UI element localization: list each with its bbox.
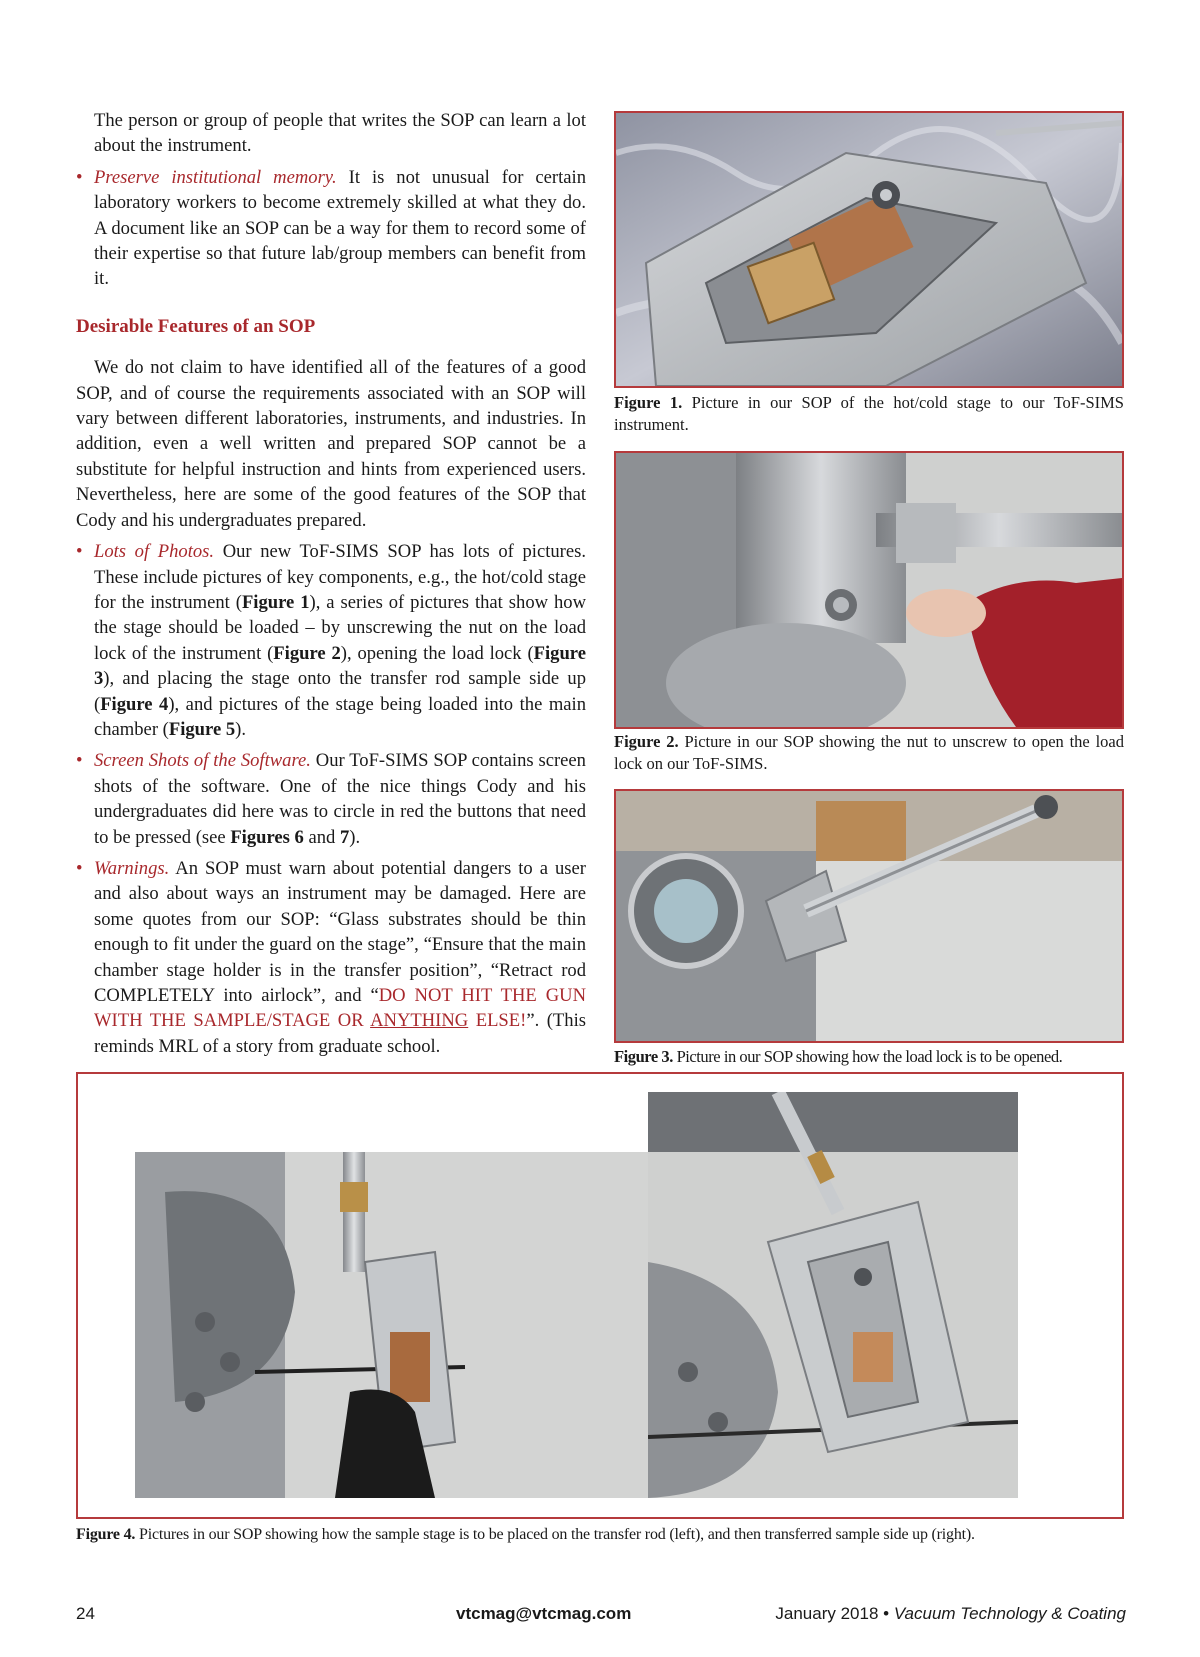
intro-paragraph: The person or group of people that writes the SOP can learn a lot about the instrument. <box>94 110 586 157</box>
bullet-text: ), and pictures of the stage being loaded into the main chamber ( <box>94 693 586 740</box>
transfer-rod-right-photo <box>648 1092 1018 1498</box>
bullet-title: Lots of Photos. <box>94 541 215 563</box>
page-number: 24 <box>76 1604 95 1623</box>
bullet-icon: • <box>76 750 83 772</box>
figure-ref: Figures 6 <box>230 826 304 848</box>
figure-ref: Figure 1 <box>241 591 310 613</box>
bullet-text: ), opening the load lock ( <box>340 642 534 664</box>
bullet-title: Warnings. <box>94 857 170 879</box>
bullet-lots-of-photos <box>76 539 586 742</box>
bullet-icon: • <box>76 857 83 879</box>
figure-ref: Figure 3 <box>94 642 586 690</box>
warning-quote: ELSE! <box>468 1010 527 1032</box>
bullet-text: ), and placing the stage onto the transfer rod sample side up ( <box>94 668 586 715</box>
figure-3-photo <box>614 789 1124 1043</box>
figure-3-caption <box>614 1046 1134 1068</box>
bullet-screen-shots <box>76 748 586 850</box>
figure-ref: 7 <box>339 826 350 848</box>
warning-quote: DO NOT HIT THE GUN WITH THE SAMPLE/STAGE OR <box>94 985 587 1032</box>
issue-date: January 2018 <box>775 1604 879 1623</box>
bullet-text: ). <box>349 826 361 848</box>
magazine-name: Vacuum Technology & Coating <box>893 1604 1126 1623</box>
caption-text: Picture in our SOP of the hot/cold stage to our ToF-SIMS instrument. <box>614 393 1124 434</box>
figure-label: Figure 4. <box>76 1526 136 1543</box>
bullet-text: ), a series of pictures that show how the stage should be loaded – by unscrewing the nut on the load lock of the instrument ( <box>94 591 586 664</box>
figure-2-photo <box>614 451 1124 729</box>
bullet-warnings <box>76 856 586 1059</box>
transfer-rod-left-photo <box>135 1152 655 1498</box>
figure-ref: Figure 2 <box>273 642 341 664</box>
bullet-icon: • <box>76 541 83 563</box>
bullet-text: It is not unusual for certain laboratory workers to become extremely skilled at what they do. A document like an SOP can be a way for them to record some of their expertise so that future lab/group members can benefit from it. <box>94 166 586 290</box>
bullet-text: Our new ToF-SIMS SOP has lots of pictures. These include pictures of key components, e.g., the hot/cold stage for the instrument ( <box>94 541 586 613</box>
load-lock-open-photo <box>616 791 1122 1041</box>
bullet-text: An SOP must warn about potential dangers to a user and also about ways an instrument may be damaged. Here are some quotes from our SOP: “Glass substrates should be thin enough to fit under the guard on the stage”, “Ensure that the main chamber stage holder is in the transfer position”, “Retract rod COMPLETELY into airlock”, and “ <box>94 857 586 1006</box>
bullet-text: and <box>303 826 340 848</box>
section-heading: Desirable Features of an SOP <box>76 315 316 337</box>
figure-4-caption <box>76 1524 1136 1546</box>
bullet-icon: • <box>76 166 83 188</box>
figure-label: Figure 3. <box>614 1047 673 1066</box>
bullet-text: ”. (This reminds MRL of a story from graduate school. <box>94 1010 586 1057</box>
bullet-title: Preserve institutional memory. <box>94 166 337 188</box>
caption-text: Picture in our SOP showing the nut to unscrew to open the load lock on our ToF-SIMS. <box>614 732 1124 773</box>
bullet-text: Our ToF-SIMS SOP contains screen shots of the software. One of the nice things Cody and his undergraduates did here was to circle in red the buttons that need to be pressed (see <box>94 750 586 848</box>
figure-ref: Figure 5 <box>168 718 236 740</box>
figure-2-caption <box>614 731 1124 775</box>
bullet-text: ). <box>235 718 246 740</box>
figure-label: Figure 1. <box>614 393 683 412</box>
warning-quote-underlined: ANYTHING <box>370 1010 469 1032</box>
figure-1-photo <box>614 111 1124 388</box>
left-text-column <box>76 108 586 1059</box>
figure-ref: Figure 4 <box>100 693 169 715</box>
bullet-institutional-memory <box>76 165 586 292</box>
footer-email: vtcmag@vtcmag.com <box>456 1604 632 1623</box>
hot-cold-stage-photo <box>616 113 1122 386</box>
load-lock-nut-photo <box>616 453 1122 727</box>
caption-text: Picture in our SOP showing how the load lock is to be opened. <box>672 1047 1063 1066</box>
footer-separator: • <box>878 1604 894 1623</box>
figure-4-frame <box>76 1072 1124 1519</box>
footer-issue <box>775 1604 1126 1624</box>
features-paragraph: We do not claim to have identified all of the features of a good SOP, and of course the requirements associated with an SOP will vary between different laboratories, instruments, and industries. In addition, even a well written and prepared SOP cannot be a substitute for helpful instruction and hints from experienced users. Nevertheless, here are some of the good features of the SOP that Cody and his undergraduates prepared. <box>76 357 586 531</box>
bullet-title: Screen Shots of the Software. <box>94 750 311 772</box>
page-footer <box>76 1604 1126 1630</box>
figure-1-caption <box>614 392 1124 436</box>
caption-text: Pictures in our SOP showing how the sample stage is to be placed on the transfer rod (left), and then transferred sample side up (right). <box>135 1526 975 1543</box>
figure-label: Figure 2. <box>614 732 679 751</box>
